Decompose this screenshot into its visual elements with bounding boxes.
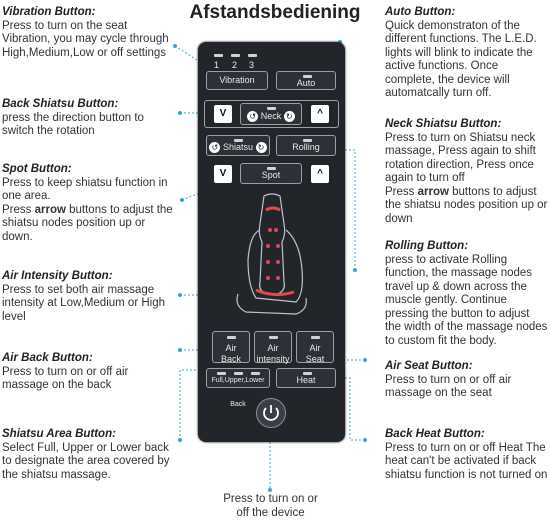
auto-annotation	[385, 6, 548, 101]
auto-button[interactable]	[276, 71, 336, 90]
air-seat-button[interactable]	[296, 331, 334, 363]
connector-dot	[353, 268, 357, 272]
shiatsu-label: Shiatsu	[222, 142, 254, 152]
rotate-right-icon: ↻	[284, 111, 295, 122]
remote-control	[198, 42, 345, 442]
air-back-label-1: Air	[225, 343, 237, 353]
air-back-annotation	[2, 352, 172, 393]
massage-seat-illustration	[226, 190, 316, 320]
vibration-button[interactable]	[206, 71, 268, 90]
annotation-text: Quick demonstraton of the different functions. The L.E.D. lights will blink to indicate the active functions. Once complete, the device will automatcally turn off.	[385, 19, 537, 99]
annotation-bold: arrow	[34, 203, 66, 216]
spot-down-arrow-button[interactable]: V	[214, 165, 232, 183]
annotation-text: Press to turn on or off air massage on the seat	[385, 373, 512, 399]
air-intensity-button[interactable]	[254, 331, 292, 363]
heat-label: Heat	[296, 375, 316, 385]
page-title: Afstandsbediening	[189, 2, 361, 23]
annotation-text: Press to turn on Shiatsu neck massage, Press again to shift rotation direction, Press once again to turn off	[385, 131, 536, 184]
annotation-heading: Shiatsu Area Button:	[2, 428, 116, 440]
annotation-text: Press to set both air massage intensity at Low,Medium or High level	[2, 283, 165, 323]
annotation-text: buttons to adjust the shiatsu nodes position up or down	[385, 185, 548, 225]
shiatsu-area-label: Full,Upper,Lower Back	[211, 377, 265, 408]
neck-button[interactable]	[240, 103, 302, 125]
connector-dot	[178, 348, 182, 352]
air-seat-label-1: Air	[309, 343, 321, 353]
air-back-button[interactable]	[212, 331, 250, 363]
lower-led	[251, 372, 260, 375]
rolling-led	[303, 139, 312, 142]
annotation-heading: Air Intensity Button:	[2, 270, 113, 282]
annotation-heading: Rolling Button:	[385, 240, 469, 252]
spot-annotation	[2, 163, 178, 244]
neck-led	[267, 107, 276, 110]
shiatsu-button[interactable]	[206, 135, 270, 156]
connector-dot	[268, 488, 272, 492]
annotation-text: Press	[2, 203, 35, 216]
rolling-annotation	[385, 240, 548, 348]
annotation-heading: Vibration Button:	[2, 6, 96, 18]
speed-led-1	[214, 54, 223, 57]
shiatsu-area-button[interactable]	[206, 368, 270, 408]
annotation-heading: Air Back Button:	[2, 352, 93, 364]
annotation-text: Press to turn on or off Heat The heat can't be activated if back shiatsu function is not turned on	[385, 441, 548, 481]
annotation-heading: Auto Button:	[385, 6, 456, 18]
annotation-text: Press to keep shiatsu function in one area.	[2, 176, 168, 202]
annotation-text: press the direction button to switch the rotation	[2, 111, 144, 137]
annotation-text: Press to turn on or off air massage on the back	[2, 365, 129, 391]
auto-label: Auto	[296, 78, 316, 88]
annotation-text: Select Full, Upper or Lower back to designate the area covered by the shiatsu massage.	[2, 441, 170, 481]
rotate-right-icon: ↻	[256, 142, 267, 153]
speed-label-2: 2	[232, 60, 238, 70]
upper-led	[234, 372, 243, 375]
connector-dot	[363, 438, 367, 442]
neck-down-arrow-button[interactable]: V	[214, 105, 232, 123]
annotation-text: buttons to adjust the shiatsu nodes position up or down.	[2, 203, 173, 243]
rolling-label: Rolling	[292, 142, 320, 152]
annotation-heading: Spot Button:	[2, 163, 72, 175]
spot-up-arrow-button[interactable]: ^	[311, 165, 329, 183]
power-icon	[257, 399, 285, 427]
air-intensity-annotation	[2, 270, 174, 324]
speed-label-3: 3	[249, 60, 255, 70]
air-back-label-2: Back	[220, 354, 241, 364]
connector-dot	[178, 111, 182, 115]
heat-led	[303, 372, 312, 375]
connector-dot	[178, 293, 182, 297]
neck-up-arrow-button[interactable]: ^	[311, 105, 329, 123]
annotation-heading: Neck Shiatsu Button:	[385, 118, 502, 130]
speed-led-2	[231, 54, 240, 57]
auto-led	[303, 75, 312, 78]
annotation-text: press to activate Rolling function, the massage nodes travel up & down across the muscle gently. Continue pressing the button to adjust the width of the massage nodes to custom fit the body.	[385, 253, 548, 347]
vibration-label: Vibration	[219, 75, 255, 85]
annotation-text: Press to turn on the seat Vibration, you may cycle through High,Medium,Low or off settings	[2, 19, 169, 59]
back-heat-annotation	[385, 428, 548, 482]
spot-label: Spot	[261, 170, 281, 180]
air-seat-led	[311, 336, 320, 339]
power-caption-line-2: off the device	[236, 506, 305, 519]
shiatsu-area-annotation	[2, 428, 174, 482]
annotation-heading: Air Seat Button:	[385, 360, 473, 372]
power-caption	[218, 493, 323, 520]
vibration-annotation	[2, 6, 174, 60]
rotate-left-icon: ↺	[247, 111, 258, 122]
rotate-left-icon: ↺	[209, 142, 220, 153]
neck-shiatsu-annotation	[385, 118, 548, 226]
back-shiatsu-annotation	[2, 98, 172, 139]
spot-led	[267, 167, 276, 170]
shiatsu-led	[234, 139, 243, 142]
rolling-button[interactable]	[276, 135, 336, 156]
annotation-text: Press	[385, 185, 418, 198]
annotation-heading: Back Heat Button:	[385, 428, 485, 440]
annotation-heading: Back Shiatsu Button:	[2, 98, 119, 110]
connector-dot	[178, 438, 182, 442]
connector-dot	[363, 358, 367, 362]
spot-button[interactable]	[240, 163, 302, 184]
air-intensity-label-2: intensity	[256, 354, 290, 364]
annotation-bold: arrow	[417, 185, 449, 198]
heat-button[interactable]	[276, 368, 336, 388]
air-intensity-led	[269, 336, 278, 339]
power-button[interactable]	[256, 398, 286, 428]
air-seat-annotation	[385, 360, 548, 401]
air-back-led	[227, 336, 236, 339]
connector-dot	[180, 198, 184, 202]
air-intensity-label-1: Air	[267, 343, 279, 353]
air-seat-label-2: Seat	[305, 354, 325, 364]
power-caption-line-1: Press to turn on or	[223, 493, 318, 505]
full-led	[217, 372, 226, 375]
speed-label-1: 1	[214, 60, 220, 70]
speed-led-3	[248, 54, 257, 57]
neck-label: Neck	[260, 111, 282, 121]
